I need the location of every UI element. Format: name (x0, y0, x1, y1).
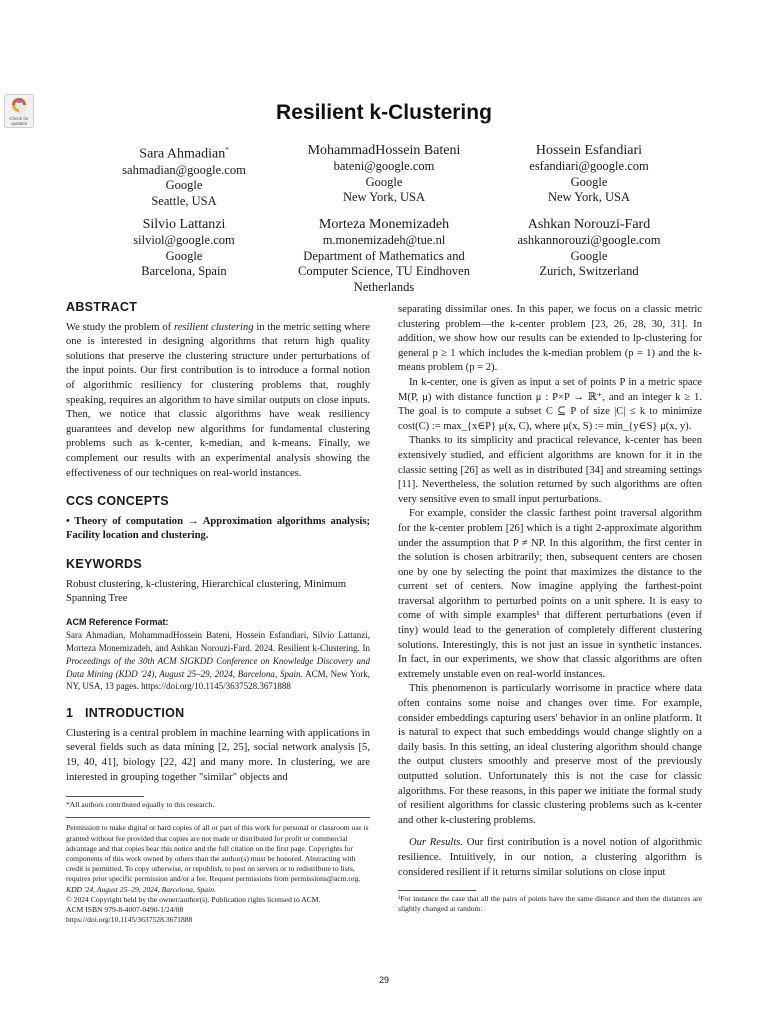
author-mark: * (225, 146, 229, 154)
author-location: Netherlands (353, 279, 415, 294)
abstract-text: We study the problem of resilient clustering in the metric setting where one is interested in designing algorithms that return high quality solutions that preserve the clustering structure under perturbations of the input points. Our first contribution is to introduce a formal notion of algorithmic resiliency for clustering problems that, roughly speaking, requires an algorithm to have similar outputs on close inputs. Then, we notice that classic algorithms have weak resiliency guarantees and develop new algorithms for fundamental clustering problems such as k-center, k-median, and k-means. Finally, we complement our results with an experimental analysis showing the effectiveness of our techniques on real-world instances. (66, 321, 370, 479)
author-affiliation: Computer Science, TU Eindhoven (298, 264, 470, 278)
our-results-heading: Our Results. (409, 837, 464, 849)
permission-notice: Permission to make digital or hard copies of all or part of this work for personal or classroom use is granted without fee provided that copies are not made or distributed for profit or commercial advantage and that copies bear this notice and the full citation on the first page. Copyrights for components of this work owned by others than the author(s) must be honored. Abstracting with credit is permitted. To copy otherwise, or republish, to post on servers or to redistribute to lists, requires prior specific permission and/or a fee. Request permissions from permissions@acm.org. (66, 823, 369, 884)
author-affiliation: Google (570, 248, 608, 263)
author-affiliation: Google (365, 174, 403, 189)
right-paragraph-3: Thanks to its simplicity and practical relevance, k-center has been extensively studied, and efficient algorithms are known for it in the classic setting [26] as well as in distributed [34] and streaming settings [11]. Nevertheless, the solution returned by such algorithms are often very sensitive even to small input perturbations. (398, 435, 702, 505)
author-location: New York, USA (343, 190, 425, 204)
right-paragraph-5: This phenomenon is particularly worrisome in practice where data often contains some noise and changes over time. For example, consider embeddings capturing users' behavior in an online platform. It is natural to expect that such embeddings would change slightly on a daily basis. In this setting, an ideal clustering algorithm should change the output clusters smoothly and preserve most of the previously outputted solution. Unfortunately this is not the case for classic algorithms. For these reasons, in this paper we initiate the formal study of resilient algorithms for classic clustering problems such as k-center and other k-clustering problems. (398, 683, 702, 826)
introduction-text: Clustering is a central problem in machine learning with applications in several fields such as data mining [2, 25], social network analysis [5, 19, 40, 41], biology [22, 42] and many more. In clustering, we are interested in grouping together "similar" objects and (66, 727, 370, 783)
author-location: Zurich, Switzerland (539, 264, 639, 278)
acm-reference-text: Sara Ahmadian, MohammadHossein Bateni, Hossein Esfandiari, Silvio Lattanzi, Morteza Monemizadeh, and Ashkan Norouzi-Fard. 2024. Resilient k-Clustering. In Proceedings of the 30th ACM SIGKDD Conference on Knowledge Discovery and Data Mining (KDD '24), August 25–29, 2024, Barcelona, Spain. ACM, New York, NY, USA, 13 pages. https://doi.org/10.1145/3637528.3671888 (66, 630, 371, 692)
right-paragraph-1: separating dissimilar ones. In this paper, we focus on a classic metric clustering problem—the k-center problem [23, 26, 28, 30, 31]. In addition, we show how our results can be extended to lp-clustering for general p ≥ 1 which includes the k-median problem (p = 1) and the k-means problem (p = 2). (398, 304, 702, 374)
author-name: MohammadHossein Bateni (307, 143, 461, 158)
page-number: 29 (378, 975, 389, 985)
author-name: Silvio Lattanzi (142, 217, 226, 232)
author-card (274, 216, 494, 295)
keywords-text: Robust clustering, k-clustering, Hierarchical clustering, Minimum Spanning Tree (66, 578, 347, 605)
author-card (74, 216, 294, 280)
left-column (66, 300, 370, 925)
keywords-heading: KEYWORDS (66, 556, 143, 571)
equal-contribution-footnote: *All authors contributed equally to this research. (66, 800, 215, 810)
doi-link[interactable]: https://doi.org/10.1145/3637528.3671888 (66, 915, 193, 925)
right-column (398, 303, 702, 915)
author-email[interactable]: sahmadian@google.com (122, 162, 246, 177)
copyright-line: © 2024 Copyright held by the owner/author(s). Publication rights licensed to ACM. (66, 894, 321, 904)
footnote-1: ¹For instance the case that all the pairs of points have the same distance and then the distances are slightly changed at random. (398, 894, 702, 914)
permission-divider (66, 817, 370, 818)
paper-title: Resilient k-Clustering (276, 101, 492, 124)
author-email[interactable]: ashkannorouzi@google.com (517, 233, 661, 247)
introduction-heading: 1 INTRODUCTION (66, 706, 185, 721)
right-paragraph-4: For example, consider the classic farthest point traversal algorithm for the k-center problem [26] which is a tight 2-approximate algorithm under the assumption that P ≠ NP. In this algorithm, the first center in the solution is chosen arbitrarily; then, subsequent centers are chosen one by one by selecting the point that maximizes the distance to the current set of centers. Now imagine applying the farthest-point traversal algorithm to perturbed points on a unit sphere. It is easy to come of with simple examples¹ that different perturbations (even if tiny) would lead to the generation of completely different clustering solutions. Interestingly, this is not just an issue in synthetic instances. In fact, in our experiments, we show that classic algorithms are often extremely unstable even on real-world instances. (398, 508, 702, 680)
author-name: Sara Ahmadian (139, 146, 226, 162)
right-paragraph-2: In k-center, one is given as input a set of points P in a metric space M(P, μ) with distance function μ : P×P → ℝ⁺, and an integer k ≥ 1. The goal is to compute a subset C ⊆ P of size |C| ≤ k to minimize cost(C) := max_{x∈P} μ(x, C), where μ(x, S) := min_{y∈S} μ(x, y). (398, 376, 702, 432)
author-card (74, 142, 294, 209)
badge-line2: updates (10, 121, 27, 126)
author-name-line (74, 142, 294, 163)
author-email[interactable]: esfandiari@google.com (529, 159, 649, 173)
footnote-divider (66, 796, 144, 797)
acm-reference-heading: ACM Reference Format: (66, 616, 169, 627)
author-name: Hossein Esfandiari (535, 143, 643, 158)
author-card (479, 216, 699, 280)
author-email[interactable]: m.monemizadeh@tue.nl (322, 233, 446, 247)
conference-line: KDD '24, August 25–29, 2024, Barcelona, Spain. (66, 884, 216, 894)
author-name: Morteza Monemizadeh (318, 217, 450, 232)
author-location: Seattle, USA (151, 193, 217, 208)
author-name: Ashkan Norouzi-Fard (527, 217, 651, 232)
ccs-text: • Theory of computation → Approximation algorithms analysis; Facility location and clustering. (66, 515, 370, 542)
author-affiliation: Google (570, 174, 608, 189)
footnote-1-divider (398, 890, 476, 891)
author-card (479, 142, 699, 206)
author-location: Barcelona, Spain (141, 264, 227, 278)
author-location: New York, USA (548, 190, 630, 204)
author-card (274, 142, 494, 206)
author-affiliation: Google (165, 248, 203, 263)
author-affiliation: Department of Mathematics and (303, 248, 465, 263)
author-email[interactable]: silviol@google.com (133, 233, 235, 247)
author-affiliation: Google (165, 178, 203, 193)
author-email[interactable]: bateni@google.com (333, 159, 435, 173)
abstract-heading: ABSTRACT (66, 300, 138, 314)
badge-line1: Check for (9, 116, 29, 121)
ccs-heading: CCS CONCEPTS (66, 494, 169, 509)
isbn-line: ACM ISBN 979-8-4007-0490-1/24/08 (66, 905, 184, 915)
our-results-paragraph: Our Results. Our first contribution is a novel notion of algorithmic resilience. Intuitively, in our notion, a clustering algorithm is considered resilient if it returns similar solutions on close input (398, 837, 703, 878)
